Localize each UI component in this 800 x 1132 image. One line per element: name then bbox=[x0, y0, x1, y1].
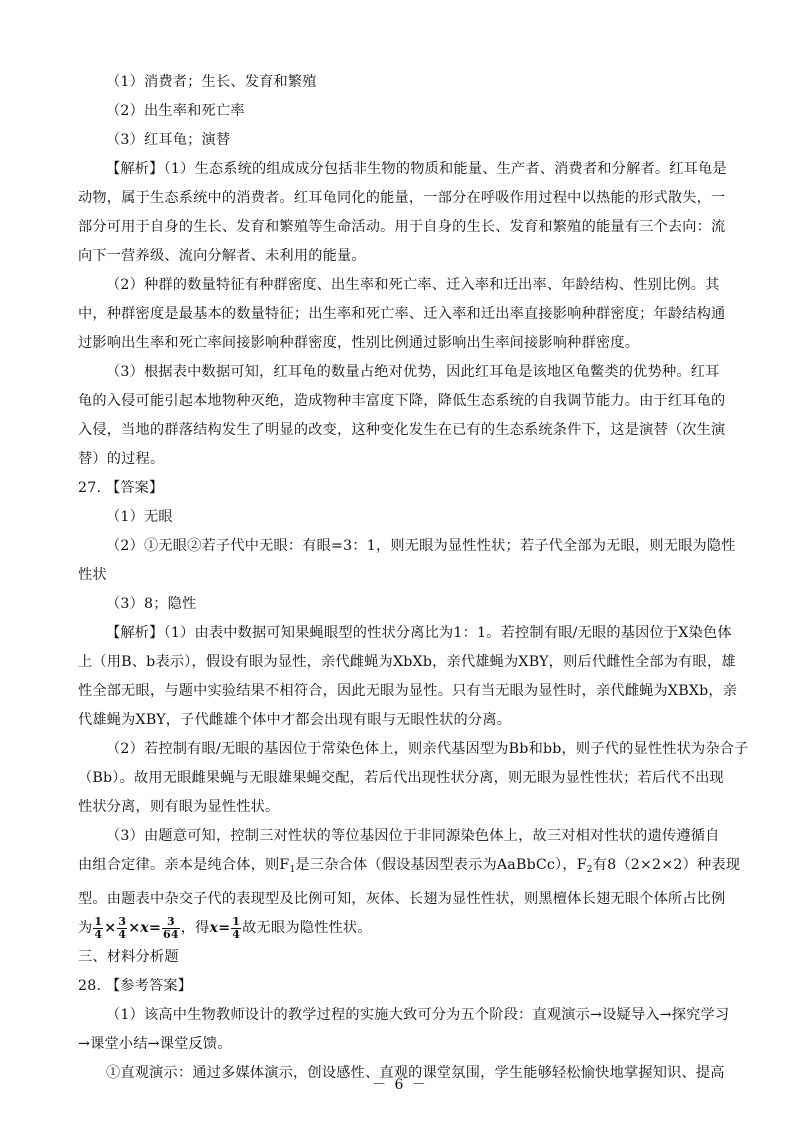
answer-27-2-l2: 性状 bbox=[78, 567, 107, 583]
section-heading-material-analysis: 三、材料分析题 bbox=[78, 949, 179, 965]
times-x-equals: ×x= bbox=[128, 920, 162, 936]
fraction-numerator: 3 bbox=[162, 916, 180, 929]
page-number: － 6 － bbox=[372, 1077, 428, 1093]
answer-28-1-l1: （1）该高中生物教师设计的教学过程的实施大致可分为五个阶段：直观演示→设疑导入→探究学习 bbox=[106, 1007, 730, 1023]
text-segment: 为 bbox=[78, 920, 93, 936]
fraction-numerator: 3 bbox=[118, 914, 127, 928]
fraction-three-sixty-fourths bbox=[162, 916, 180, 941]
answer-28-1-l3: ①直观演示：通过多媒体演示，创设感性、直观的课堂氛围，学生能够轻松愉快地掌握知识、提高 bbox=[106, 1065, 725, 1081]
answer-28-1-l2: →课堂小结→课堂反馈。 bbox=[78, 1036, 232, 1052]
fraction-denominator: 4 bbox=[118, 927, 127, 941]
analysis-27-2-l1: （2）若控制有眼/无眼的基因位于常染色体上，则亲代基因型为Bb和bb，则子代的显性性状为杂合子 bbox=[106, 741, 749, 757]
analysis-27-1-l2: 上（用B、b表示），假设有眼为显性，亲代雌蝇为XbXb，亲代雄蝇为XBY，则后代雌性全部为有眼，雄 bbox=[78, 654, 736, 670]
answer-27-3: （3）8；隐性 bbox=[106, 596, 197, 612]
analysis-26-3-l1: （3）根据表中数据可知，红耳龟的数量占绝对优势，因此红耳龟是该地区龟鳖类的优势种。红耳 bbox=[106, 364, 720, 380]
question-28-heading: 28. 【参考答案】 bbox=[78, 978, 193, 994]
fraction-one-quarter bbox=[93, 916, 103, 941]
analysis-27-3-formula-line bbox=[78, 914, 724, 943]
analysis-26-3-l2: 龟的入侵可能引起本地物种灭绝，造成物种丰富度下降，降低生态系统的自我调节能力。由于红耳龟的 bbox=[78, 393, 726, 409]
subscript: 1 bbox=[289, 865, 296, 875]
analysis-26-3-l4: 替）的过程。 bbox=[78, 451, 165, 467]
analysis-27-1-l4: 代雄蝇为XBY，子代雌雄个体中才都会出现有眼与无眼性状的分离。 bbox=[78, 712, 512, 728]
text-segment: 有8（2×2×2）种表现 bbox=[592, 857, 741, 873]
analysis-26-1-l1: 【解析】（1）生态系统的组成成分包括非生物的物质和能量、生产者、消费者和分解者。红耳龟是 bbox=[106, 161, 727, 177]
analysis-26-2-l2: 中，种群密度是最基本的数量特征；出生率和死亡率、迁入率和迁出率直接影响种群密度；年龄结构通 bbox=[78, 306, 726, 322]
times-sign: × bbox=[104, 920, 117, 936]
text-segment: 是三杂合体（假设基因型表示为AaBbCc），F bbox=[295, 857, 587, 873]
fraction-denominator: 4 bbox=[232, 927, 241, 941]
fraction-denominator: 64 bbox=[163, 927, 179, 941]
fraction-numerator: 1 bbox=[94, 914, 103, 928]
page-content bbox=[78, 68, 749, 1088]
text-segment: 由组合定律。亲本是纯合体，则F bbox=[78, 857, 290, 873]
fraction-numerator: 1 bbox=[232, 914, 241, 928]
fraction-denominator: 4 bbox=[94, 927, 103, 941]
subscript: 2 bbox=[586, 865, 593, 875]
answer-27-2-l1: （2）①无眼②若子代中无眼：有眼=3：1，则无眼为显性性状；若子代全部为无眼，则无眼为隐性 bbox=[106, 538, 736, 554]
fraction-three-quarters bbox=[117, 916, 127, 941]
analysis-26-2-l3: 过影响出生率和死亡率间接影响种群密度，性别比例通过影响出生率间接影响种群密度。 bbox=[78, 335, 640, 351]
x-equals: x= bbox=[209, 920, 231, 936]
fraction-one-quarter-result bbox=[231, 916, 241, 941]
analysis-26-2-l1: （2）种群的数量特征有种群密度、出生率和死亡率、迁入率和迁出率、年龄结构、性别比例。其 bbox=[106, 277, 720, 293]
answer-26-2: （2）出生率和死亡率 bbox=[106, 103, 245, 119]
analysis-27-1-l3: 性全部无眼，与题中实验结果不相符合，因此无眼为显性。只有当无眼为显性时，亲代雌蝇为XBXb，亲 bbox=[78, 683, 738, 699]
text-segment: 故无眼为隐性性状。 bbox=[242, 920, 372, 936]
text-segment: ，得 bbox=[180, 920, 210, 936]
answer-26-3: （3）红耳龟；演替 bbox=[106, 132, 231, 148]
analysis-27-3-l2 bbox=[78, 851, 741, 885]
analysis-27-2-l3: 性状分离，则有眼为显性性状。 bbox=[78, 799, 280, 815]
analysis-27-1-l1: 【解析】（1）由表中数据可知果蝇眼型的性状分离比为1：1。若控制有眼/无眼的基因位于X染色体 bbox=[106, 625, 732, 641]
analysis-27-2-l2: （Bb）。故用无眼雌果蝇与无眼雄果蝇交配，若后代出现性状分离，则无眼为显性性状；若后代不出现 bbox=[78, 770, 724, 786]
analysis-26-1-l4: 向下一营养级、流向分解者、未利用的能量。 bbox=[78, 248, 366, 264]
analysis-26-3-l3: 入侵，当地的群落结构发生了明显的改变，这种变化发生在已有的生态系统条件下，这是演替（次生演 bbox=[78, 422, 726, 438]
analysis-27-3-l3: 型。由题表中杂交子代的表现型及比例可知，灰体、长翅为显性性状，则黑檀体长翅无眼个体所占比例 bbox=[78, 891, 726, 907]
answer-26-1: （1）消费者；生长、发育和繁殖 bbox=[106, 74, 317, 90]
answer-27-1: （1）无眼 bbox=[106, 509, 173, 525]
analysis-27-3-l1: （3）由题意可知，控制三对性状的等位基因位于非同源染色体上，故三对相对性状的遗传遵循自 bbox=[106, 828, 720, 844]
question-27-heading: 27. 【答案】 bbox=[78, 480, 164, 496]
analysis-26-1-l3: 部分可用于自身的生长、发育和繁殖等生命活动。用于自身的生长、发育和繁殖的能量有三个去向：流 bbox=[78, 219, 726, 235]
analysis-26-1-l2: 动物，属于生态系统中的消费者。红耳龟同化的能量，一部分在呼吸作用过程中以热能的形式散失，一 bbox=[78, 190, 726, 206]
